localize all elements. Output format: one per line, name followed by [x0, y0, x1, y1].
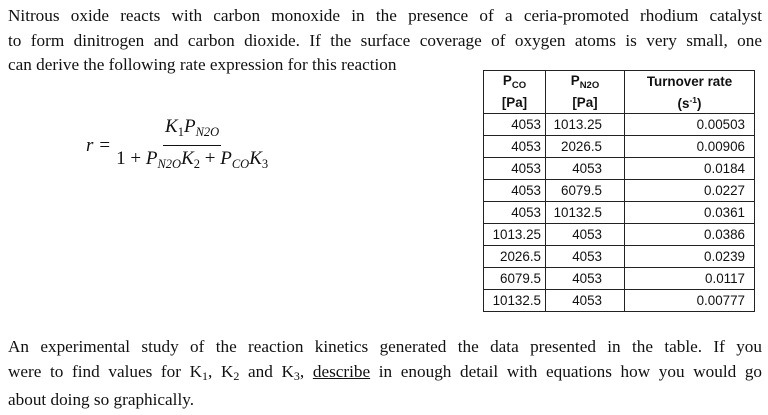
kinetics-data-table [483, 70, 755, 312]
cell-pn2o: 4053 [546, 268, 625, 290]
table-header-row [484, 71, 755, 93]
describe-emphasis: describe [312, 361, 371, 381]
header-pn2o: $P_{N2O}$ [546, 71, 625, 93]
den-one: 1 + [116, 148, 142, 169]
table-row [484, 114, 755, 136]
num-p: P [183, 116, 196, 137]
cell-pco: 6079.5 [484, 268, 546, 290]
table-row [484, 202, 755, 224]
cell-turnover-rate: 0.0386 [625, 224, 755, 246]
table-row [484, 180, 755, 202]
cell-turnover-rate: 0.0361 [625, 202, 755, 224]
cell-pn2o: 1013.25 [546, 114, 625, 136]
den-k2: K [181, 148, 194, 169]
den-p2: P [220, 148, 232, 169]
intro-paragraph [8, 4, 768, 78]
den-k3-sub: 3 [261, 157, 269, 171]
equation-equals: = [99, 134, 111, 156]
table-row [484, 158, 755, 180]
cell-pn2o: 2026.5 [546, 136, 625, 158]
cell-pco: 1013.25 [484, 224, 546, 246]
header-pco: $P_{CO}$ [484, 71, 546, 93]
equation-denominator [116, 146, 268, 176]
cell-pn2o: 4053 [546, 158, 625, 180]
den-p1: P [145, 148, 158, 169]
den-k2-sub: 2 [193, 157, 201, 171]
intro-line-1: Nitrous oxide reacts with carbon monoxide in the presence of a ceria-promoted rhodium catalyst [8, 6, 762, 25]
question-paragraph [8, 335, 762, 413]
table-row [484, 136, 755, 158]
cell-pco: 4053 [484, 114, 546, 136]
cell-turnover-rate: 0.0239 [625, 246, 755, 268]
cell-pco: 4053 [484, 136, 546, 158]
cell-pn2o: 6079.5 [546, 180, 625, 202]
cell-pn2o: 10132.5 [546, 202, 625, 224]
equation-numerator [163, 115, 221, 146]
num-k: K [165, 116, 178, 137]
unit-pn2o: [Pa] [546, 92, 625, 114]
rate-equation [86, 115, 268, 176]
cell-turnover-rate: 0.00906 [625, 136, 755, 158]
cell-turnover-rate: 0.00777 [625, 290, 755, 312]
unit-turnover-rate: $(s^{-1})$ [625, 92, 755, 114]
den-p1-sub: N2O [157, 157, 182, 171]
equation-lhs: r [86, 134, 94, 156]
cell-pn2o: 4053 [546, 246, 625, 268]
cell-pn2o: 4053 [546, 290, 625, 312]
cell-turnover-rate: 0.0227 [625, 180, 755, 202]
den-plus: + [204, 148, 216, 169]
table-row [484, 268, 755, 290]
cell-turnover-rate: 0.0117 [625, 268, 755, 290]
den-p2-sub: CO [231, 157, 250, 171]
cell-pco: 10132.5 [484, 290, 546, 312]
question-line-2: were to find values for K1, K2 and K3, describe in enough detail with equations how you would go [8, 361, 763, 383]
table-body [484, 114, 755, 312]
intro-line-3: can derive the following rate expression for this reaction [8, 55, 397, 74]
unit-pco: [Pa] [484, 92, 546, 114]
cell-pco: 4053 [484, 180, 546, 202]
num-p-sub: N2O [195, 125, 220, 139]
cell-pco: 4053 [484, 202, 546, 224]
cell-pco: 2026.5 [484, 246, 546, 268]
equation-fraction [116, 115, 268, 176]
intro-line-2: to form dinitrogen and carbon dioxide. If the surface coverage of oxygen atoms is very small, one [8, 30, 762, 50]
table-row [484, 224, 755, 246]
table-row [484, 246, 755, 268]
question-line-1: An experimental study of the reaction kinetics generated the data presented in the table. If you [8, 337, 762, 356]
table-units-row [484, 92, 755, 114]
cell-pn2o: 4053 [546, 224, 625, 246]
cell-turnover-rate: 0.00503 [625, 114, 755, 136]
num-k-sub: 1 [177, 125, 184, 139]
header-turnover-rate: Turnover rate [625, 71, 755, 93]
cell-turnover-rate: 0.0184 [625, 158, 755, 180]
table-row [484, 290, 755, 312]
cell-pco: 4053 [484, 158, 546, 180]
den-k3: K [249, 148, 262, 169]
question-line-3: about doing so graphically. [8, 390, 194, 409]
